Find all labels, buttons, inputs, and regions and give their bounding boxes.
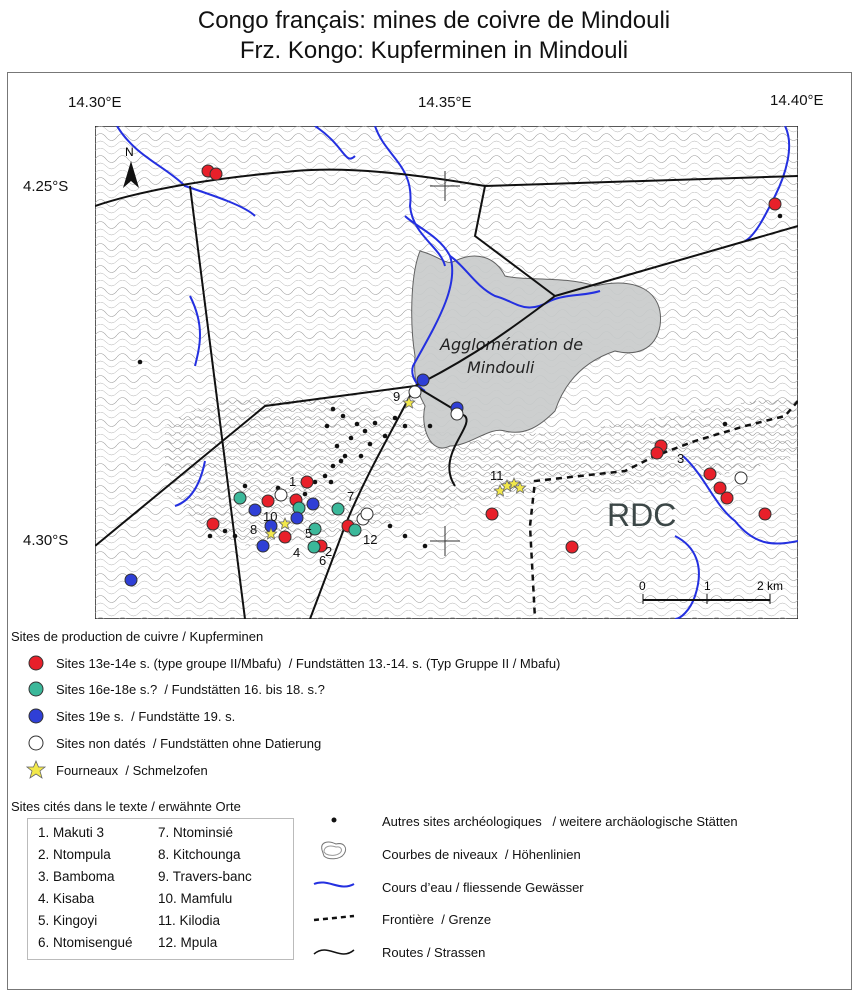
site-marker <box>332 503 344 515</box>
other-site-dot <box>208 534 213 539</box>
other-site-dot <box>341 414 346 419</box>
other-site-dot <box>778 214 783 219</box>
site-list-item: 5. Kingoyi <box>38 913 98 928</box>
site-marker <box>704 468 716 480</box>
other-legend-symbols <box>308 812 378 967</box>
cited-heading-de: / erwähnte Orte <box>151 799 241 814</box>
other-legend-1: Autres sites archéologiques / weitere archäologische Stätten <box>382 814 738 829</box>
other-site-dot <box>363 429 368 434</box>
scale-label-1: 1 <box>704 579 711 593</box>
other-site-dot <box>723 422 728 427</box>
other-site-dot <box>331 407 336 412</box>
site-marker <box>308 541 320 553</box>
site-list-item: 9. Travers-banc <box>158 869 252 884</box>
site-list-item: 7. Ntominsié <box>158 825 234 840</box>
site-marker <box>566 541 578 553</box>
site-list-item: 6. Ntomisengué <box>38 935 133 950</box>
other-site-dot <box>428 424 433 429</box>
site-number-label: 7 <box>347 489 355 504</box>
legend-item-1: Sites 13e-14e s. (type groupe II/Mbafu) / Fundstätten 13.-14. s. (Typ Gruppe II / Mbafu) <box>56 656 561 671</box>
site-marker <box>417 374 429 386</box>
site-marker <box>257 540 269 552</box>
longitude-label-2: 14.35°E <box>418 94 472 111</box>
other-site-dot <box>138 360 143 365</box>
other-site-dot <box>303 492 308 497</box>
other-site-dot <box>383 434 388 439</box>
agglomeration-label-1: Agglomération de <box>440 335 584 354</box>
other-site-dot <box>343 454 348 459</box>
site-number-label: 6 <box>319 553 327 568</box>
other-site-dot <box>403 534 408 539</box>
cited-heading-fr: Sites cités dans le texte <box>11 799 148 814</box>
site-number-label: 11 <box>490 468 504 483</box>
site-number-label: 3 <box>677 451 685 466</box>
site-number-label: 12 <box>363 532 378 547</box>
site-list-item: 2. Ntompula <box>38 847 111 862</box>
site-marker <box>451 408 463 420</box>
other-site-dot <box>339 459 344 464</box>
site-marker <box>279 531 291 543</box>
site-list-item: 8. Kitchounga <box>158 847 241 862</box>
site-number-label: 5 <box>305 526 313 541</box>
site-list-item: 11. Kilodia <box>158 913 221 928</box>
latitude-label-2: 4.30°S <box>23 532 69 549</box>
legend-item-5: Fourneaux / Schmelzofen <box>56 763 208 778</box>
other-site-dot <box>388 524 393 529</box>
site-number-label: 10 <box>263 509 278 524</box>
other-site-dot <box>335 444 340 449</box>
site-marker <box>125 574 137 586</box>
other-site-dot <box>393 416 398 421</box>
site-number-label: 8 <box>250 522 258 537</box>
legend-symbols <box>26 654 46 784</box>
site-marker <box>735 472 747 484</box>
legend-item-3: Sites 19e s. / Fundstätte 19. s. <box>56 709 236 724</box>
other-site-dot <box>403 424 408 429</box>
other-legend-2: Courbes de niveaux / Höhenlinien <box>382 847 581 862</box>
site-marker <box>207 518 219 530</box>
other-site-dot <box>359 454 364 459</box>
other-site-dot <box>329 480 334 485</box>
scale-label-2: 2 km <box>757 579 784 593</box>
other-site-dot <box>368 442 373 447</box>
site-marker <box>409 386 421 398</box>
latitude-label-1: 4.25°S <box>23 178 69 195</box>
site-marker <box>301 476 313 488</box>
site-marker <box>651 447 663 459</box>
other-site-dot <box>233 534 238 539</box>
country-label: RDC <box>607 497 677 533</box>
site-marker <box>486 508 498 520</box>
site-list-item: 10. Mamfulu <box>158 891 233 906</box>
longitude-label-1: 14.30°E <box>68 94 122 111</box>
agglomeration-label-2: Mindouli <box>467 358 535 377</box>
other-site-dot <box>325 424 330 429</box>
scale-label-0: 0 <box>639 579 646 593</box>
other-site-dot <box>331 464 336 469</box>
site-list-col-2 <box>158 822 252 954</box>
site-marker <box>361 508 373 520</box>
site-marker <box>275 489 287 501</box>
other-site-dot <box>323 474 328 479</box>
site-marker <box>262 495 274 507</box>
site-marker <box>307 498 319 510</box>
site-number-label: 2 <box>325 544 333 559</box>
other-legend-5: Routes / Strassen <box>382 945 486 960</box>
site-list-col-1 <box>38 822 133 954</box>
site-marker <box>249 504 261 516</box>
site-number-label: 1 <box>289 474 297 489</box>
map-area <box>95 126 798 619</box>
title-line-2: Frz. Kongo: Kupferminen in Mindouli <box>239 37 629 64</box>
site-list-item: 4. Kisaba <box>38 891 95 906</box>
legend-item-2: Sites 16e-18e s.? / Fundstätten 16. bis 18. s.? <box>56 682 325 697</box>
legend-heading-de: / Kupferminen <box>182 629 264 644</box>
north-label: N <box>125 145 134 159</box>
other-site-dot <box>423 544 428 549</box>
legend-heading <box>11 629 263 644</box>
site-marker <box>291 512 303 524</box>
title-line-1: Congo français: mines de coivre de Mindouli <box>197 7 671 34</box>
other-legend-3: Cours d’eau / fliessende Gewässer <box>382 880 584 895</box>
other-site-dot <box>223 529 228 534</box>
other-site-dot <box>349 436 354 441</box>
site-list-item: 1. Makuti 3 <box>38 825 105 840</box>
other-site-dot <box>355 422 360 427</box>
site-marker <box>234 492 246 504</box>
other-site-dot <box>243 484 248 489</box>
site-marker <box>210 168 222 180</box>
site-list-item: 12. Mpula <box>158 935 218 950</box>
site-marker <box>769 198 781 210</box>
site-marker <box>759 508 771 520</box>
other-site-dot <box>373 421 378 426</box>
site-number-label: 9 <box>393 389 401 404</box>
site-marker <box>349 524 361 536</box>
legend-item-4: Sites non datés / Fundstätten ohne Datierung <box>56 736 322 751</box>
legend-heading-fr: Sites de production de cuivre <box>11 629 179 644</box>
longitude-label-3: 14.40°E <box>770 92 824 109</box>
site-number-label: 4 <box>293 545 301 560</box>
site-list-item: 3. Bamboma <box>38 869 115 884</box>
cited-heading <box>11 799 241 814</box>
other-legend-4: Frontière / Grenze <box>382 912 492 927</box>
site-marker <box>721 492 733 504</box>
